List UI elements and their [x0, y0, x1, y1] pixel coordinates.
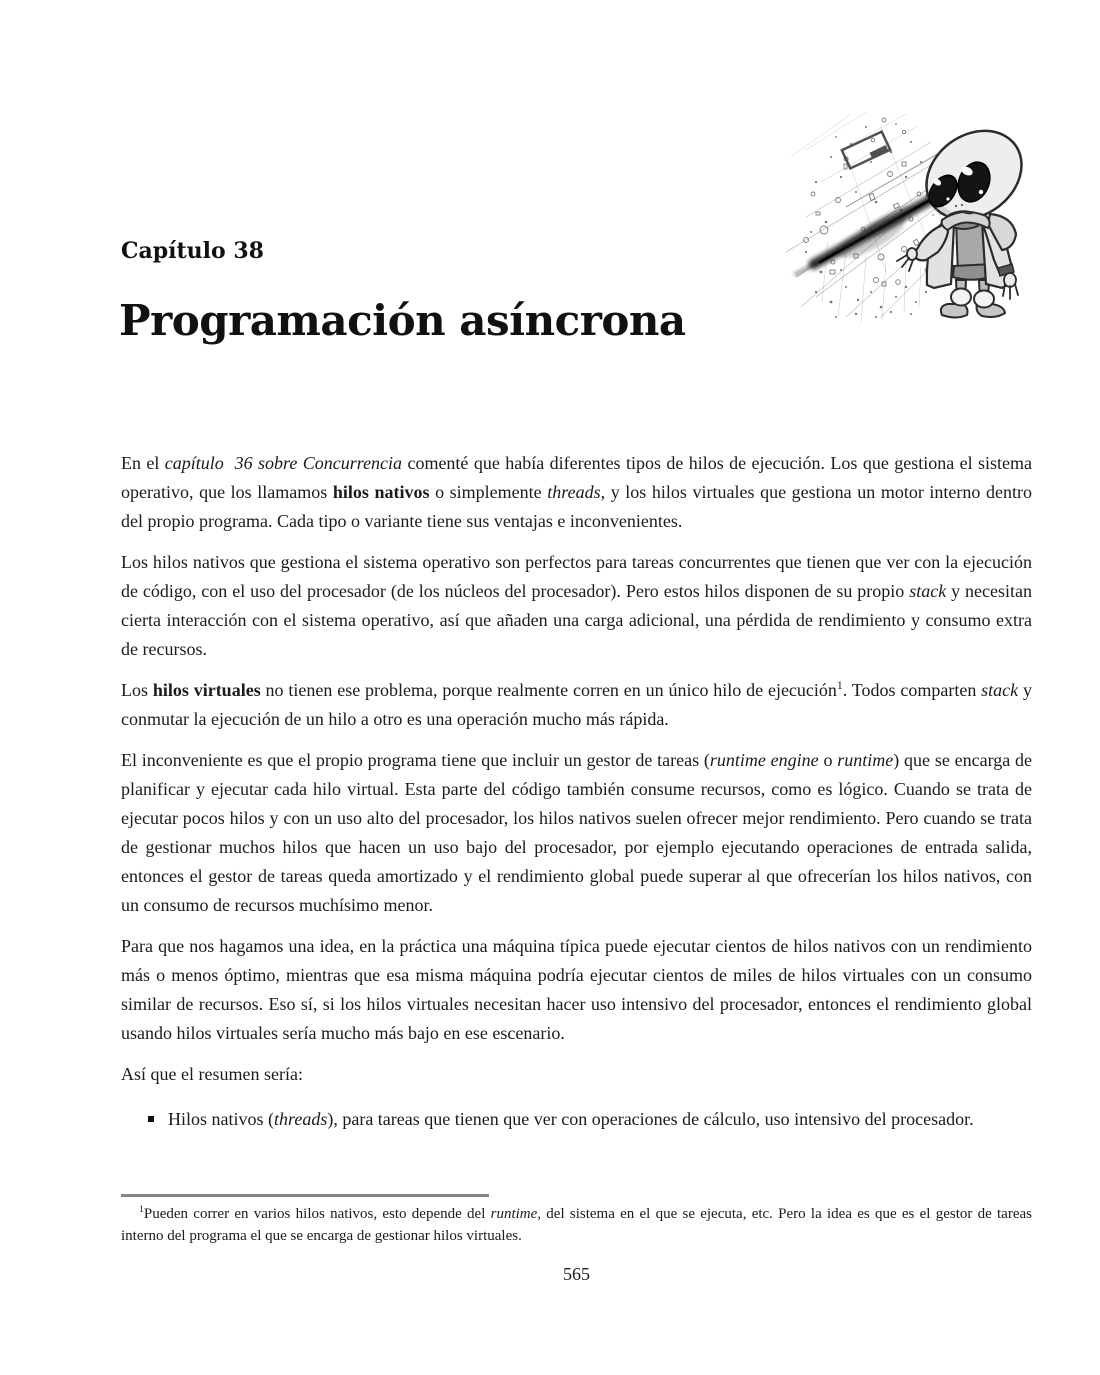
body-paragraph: En el capítulo 36 sobre Concurrencia comenté que había diferentes tipos de hilos de ejecución. Los que gestiona el sistema operativo, que los llamamos hilos nativos o simplemente threads, y los hilos virtuales que gestiona un motor interno dentro del propio programa. Cada tipo o variante tiene sus ventajas e inconvenientes. — [121, 453, 1032, 531]
body-paragraph: El inconveniente es que el propio programa tiene que incluir un gestor de tareas (runtime engine o runtime) que se encarga de planificar y ejecutar cada hilo virtual. Esta parte del código también consume recursos, como es lógico. Cuando se trata de ejecutar pocos hilos y con un uso alto del procesador, los hilos nativos suelen ofrecer mejor rendimiento. Pero cuando se trata de gestionar muchos hilos que hacen un uso bajo del procesador, por ejemplo ejecutando operaciones de entrada salida, entonces el gestor de tareas queda amortizado y el rendimiento global puede superar al que ofrecerían los hilos nativos, con un consumo de recursos muchísimo menor. — [121, 750, 1033, 915]
bullet-icon — [148, 1116, 154, 1122]
page-title: Programación asíncrona — [119, 296, 686, 345]
list-item-text: Hilos nativos (threads), para tareas que tienen que ver con operaciones de cálculo, uso intensivo del procesador. — [168, 1109, 974, 1129]
body-paragraph: Para que nos hagamos una idea, en la práctica una máquina típica puede ejecutar cientos de hilos nativos con un rendimiento más o menos óptimo, mientras que esa misma máquina podría ejecutar cientos de miles de hilos virtuales con un consumo similar de recursos. Eso sí, si los hilos virtuales necesitan hacer uso intensivo del procesador, entonces el rendimiento global usando hilos virtuales sería mucho más bajo en ese escenario. — [121, 936, 1032, 1043]
footnote — [121, 1194, 1032, 1247]
list-item — [148, 1105, 1032, 1134]
body-paragraph: Los hilos nativos que gestiona el sistema operativo son perfectos para tareas concurrentes que tienen que ver con la ejecución de código, con el uso del procesador (de los núcleos del procesador). Pero estos hilos disponen de su propio stack y necesitan cierta interacción con el sistema operativo, así que añaden una carga adicional, una pérdida de rendimiento y consumo extra de recursos. — [121, 552, 1032, 659]
alien-figure — [897, 113, 1038, 318]
alien-illustration-svg — [786, 102, 1038, 332]
chapter-label: Capítulo 38 — [121, 238, 264, 264]
body-paragraph: Los hilos virtuales no tienen ese problema, porque realmente corren en un único hilo de ejecución$^1$. Todos comparten stack y conmutar la ejecución de un hilo a otro es una operación mucho más rápida. — [121, 679, 1032, 729]
footnote-text: $^1$Pueden correr en varios hilos nativos, esto depende del runtime, del sistema en el que se ejecuta, etc. Pero la idea es que es el gestor de tareas interno del programa el que se encarga de gestionar hilos virtuales. — [121, 1204, 1032, 1244]
digital-debris — [786, 112, 961, 322]
body-text — [121, 449, 1032, 1134]
alien-illustration — [786, 102, 1038, 332]
page-number: 565 — [563, 1264, 590, 1284]
body-paragraph: Así que el resumen sería: — [121, 1064, 303, 1084]
footnote-rule — [121, 1194, 489, 1197]
